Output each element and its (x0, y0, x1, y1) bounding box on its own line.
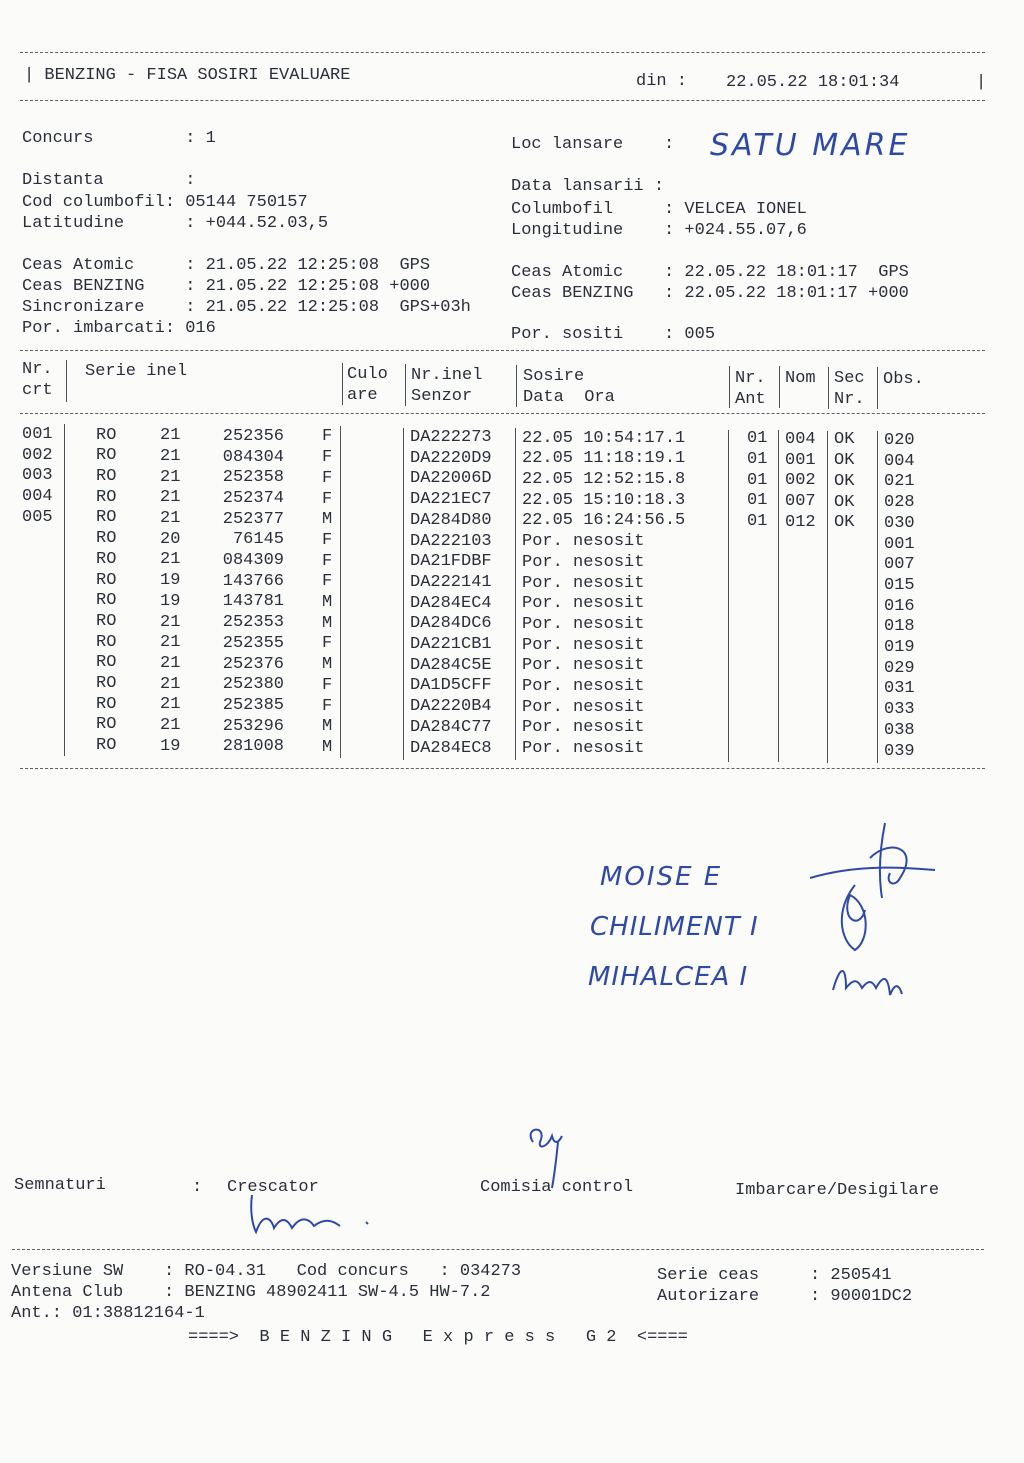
col-sep (778, 430, 779, 762)
cell-country: RO (96, 487, 117, 507)
cell-sex: M (322, 737, 333, 757)
cell-obs: 019 (884, 638, 915, 657)
col-sep (515, 428, 516, 760)
cell-year: 21 (160, 488, 181, 508)
handwritten-name-2: CHILIMENT I (590, 912, 759, 942)
cell-sensor-ring: DA284EC8 (410, 738, 492, 758)
cell-ring-number: 252355 (222, 633, 284, 653)
cell-nom: 001 (785, 450, 816, 470)
th-sep (828, 367, 829, 409)
cell-sec-nr: OK (834, 492, 855, 512)
cell-country: RO (96, 529, 117, 549)
cell-arrival: 22.05 15:10:18.3 (522, 490, 686, 510)
cell-nr-crt: 001 (22, 425, 53, 444)
cell-sensor-ring: DA284C77 (410, 717, 492, 737)
cell-country: RO (96, 632, 117, 652)
cell-sensor-ring: DA21FDBF (410, 552, 492, 572)
date-label: din : (636, 72, 688, 91)
cell-sensor-ring: DA284DC6 (410, 614, 492, 634)
document-title: | BENZING - FISA SOSIRI EVALUARE (24, 66, 351, 85)
cell-obs: 007 (884, 555, 915, 575)
cell-sex: M (322, 613, 333, 633)
cell-ring-number: 252358 (222, 468, 284, 488)
cell-nr-crt: 004 (22, 487, 53, 507)
semnaturi-label: Semnaturi (14, 1176, 106, 1195)
cell-country: RO (96, 549, 117, 569)
cell-year: 19 (160, 571, 181, 591)
th-sep (779, 366, 780, 408)
cell-ring-number: 252385 (222, 695, 284, 715)
th-nr-inel-1: Nr.inel (411, 366, 483, 385)
commission-signature-2 (830, 880, 880, 960)
handwritten-name-3: MIHALCEA I (588, 962, 749, 992)
th-sep (405, 364, 406, 406)
cell-country: RO (96, 736, 117, 756)
cell-ring-number: 084309 (222, 551, 284, 570)
cell-obs: 016 (884, 596, 915, 616)
longitudine-line: Longitudine : +024.55.07,6 (511, 221, 807, 240)
cell-sex: M (322, 655, 333, 675)
comisia-control-label: Comisia control (480, 1178, 634, 1197)
cell-sex: F (322, 634, 333, 654)
th-culoare-2: are (347, 386, 378, 405)
cell-sensor-ring: DA221EC7 (410, 490, 492, 510)
cell-sex: F (322, 675, 333, 695)
cell-year: 21 (160, 653, 181, 673)
cell-country: RO (96, 446, 117, 466)
cell-sensor-ring: DA221CB1 (410, 635, 492, 654)
cell-nr-crt: 005 (22, 507, 53, 527)
cell-year: 21 (160, 446, 181, 466)
cell-antenna: 01 (747, 491, 768, 511)
cell-antenna: 01 (747, 429, 768, 449)
antena-id-line: Ant.: 01:38812164-1 (11, 1304, 205, 1323)
cell-obs: 030 (884, 513, 915, 533)
semnaturi-colon: : (192, 1178, 203, 1197)
cell-arrival: Por. nesosit (522, 739, 645, 759)
header-top-rule (20, 52, 985, 53)
cell-sex: F (322, 427, 333, 447)
cell-obs: 015 (884, 575, 915, 595)
th-sec-nr-1: Sec (834, 369, 865, 388)
cell-arrival: Por. nesosit (522, 594, 645, 614)
cell-sec-nr: OK (834, 471, 855, 491)
th-culoare-1: Culo (347, 365, 388, 384)
cell-country: RO (96, 425, 117, 445)
cell-obs: 001 (884, 534, 915, 554)
cell-arrival: Por. nesosit (522, 656, 645, 676)
cell-year: 21 (160, 633, 181, 653)
cell-country: RO (96, 674, 117, 693)
cell-sensor-ring: DA1D5CFF (410, 676, 492, 696)
print-datetime: 22.05.22 18:01:34 (726, 73, 900, 92)
cell-country: RO (96, 611, 117, 631)
commission-signature-3 (828, 960, 908, 1000)
th-nr-crt-1: Nr. (22, 360, 53, 379)
cell-country: RO (96, 591, 117, 611)
cell-antenna: 01 (747, 470, 768, 490)
loc-lansare-label: Loc lansare : (511, 135, 675, 154)
cell-sensor-ring: DA222103 (410, 531, 492, 551)
cell-country: RO (96, 508, 117, 528)
cell-nom: 004 (785, 429, 816, 449)
cell-sex: F (322, 551, 333, 571)
cell-year: 21 (160, 674, 181, 694)
th-nr-ant-2: Ant (735, 390, 766, 409)
th-sep (516, 365, 517, 407)
cell-year: 20 (160, 529, 181, 549)
handwritten-name-1: MOISE E (600, 862, 723, 892)
header-bottom-rule (20, 100, 985, 101)
cell-ring-number: 252380 (222, 675, 284, 695)
columbofil-line: Columbofil : VELCEA IONEL (511, 200, 807, 219)
table-top-rule (20, 350, 985, 351)
cell-sex: F (322, 468, 333, 488)
th-sep (342, 363, 343, 405)
cell-country: RO (96, 653, 117, 673)
cell-arrival: 22.05 12:52:15.8 (522, 470, 686, 489)
ceas-atomic-left: Ceas Atomic : 21.05.22 12:25:08 GPS (22, 256, 431, 275)
cell-ring-number: 143781 (222, 592, 284, 612)
th-nom: Nom (785, 369, 816, 388)
cell-ring-number: 76145 (232, 530, 284, 550)
cell-arrival: 22.05 10:54:17.1 (522, 428, 686, 448)
cell-year: 21 (160, 426, 181, 446)
cell-sensor-ring: DA284EC4 (410, 593, 492, 613)
header-right-bar: | (976, 73, 987, 92)
cell-year: 21 (160, 612, 181, 632)
concurs-line: Concurs : 1 (22, 129, 216, 148)
por-sositi-line: Por. sositi : 005 (511, 325, 716, 344)
col-sep (340, 426, 341, 758)
cell-country: RO (96, 694, 117, 714)
col-sep (728, 430, 729, 762)
th-sep (729, 366, 730, 408)
loc-lansare-handwritten: SATU MARE (710, 128, 911, 163)
col-sep (64, 424, 65, 756)
th-obs: Obs. (883, 370, 924, 389)
cell-sex: M (322, 510, 333, 530)
cell-sensor-ring: DA222141 (410, 572, 492, 592)
footer-top-rule (12, 1249, 984, 1250)
cell-ring-number: 252353 (222, 613, 284, 633)
benzing-brand-line: ====> B E N Z I N G E x p r e s s G 2 <==== (188, 1328, 688, 1347)
cell-sex: F (322, 696, 333, 716)
cell-arrival: Por. nesosit (522, 697, 645, 717)
th-nr-crt-2: crt (22, 381, 53, 400)
cell-nr-crt: 002 (22, 445, 53, 465)
cell-sensor-ring: DA22006D (410, 469, 492, 489)
cell-nom: 007 (785, 491, 816, 511)
th-sep (66, 360, 67, 402)
cell-sensor-ring: DA2220B4 (410, 697, 492, 717)
cell-ring-number: 252356 (222, 426, 284, 446)
sincronizare-line: Sincronizare : 21.05.22 12:25:08 GPS+03h (22, 298, 471, 317)
cell-year: 19 (160, 591, 181, 611)
cell-sensor-ring: DA222273 (410, 428, 492, 447)
cell-sec-nr: OK (834, 451, 855, 471)
distanta-line: Distanta : (22, 171, 196, 190)
th-nr-inel-2: Senzor (411, 387, 473, 406)
table-bottom-rule (20, 768, 985, 769)
cell-sensor-ring: DA284D80 (410, 510, 492, 530)
cell-year: 21 (160, 467, 181, 487)
cell-arrival: Por. nesosit (522, 635, 645, 655)
cell-year: 21 (160, 509, 181, 528)
cell-sec-nr: OK (834, 430, 855, 450)
cell-year: 21 (160, 716, 181, 735)
table-header-rule (20, 413, 985, 414)
crescator-label: Crescator (227, 1178, 319, 1197)
cell-obs: 018 (884, 617, 915, 637)
th-sosire-1: Sosire (523, 367, 585, 386)
cell-sex: F (322, 530, 333, 550)
cell-antenna: 01 (747, 512, 768, 531)
antena-club-line: Antena Club : BENZING 48902411 SW-4.5 HW-7.2 (11, 1283, 491, 1302)
cell-arrival: Por. nesosit (522, 614, 645, 634)
cell-nr-crt: 003 (22, 466, 53, 486)
cell-sex: F (322, 448, 333, 468)
data-lansarii-line: Data lansarii : (511, 177, 665, 196)
por-imbarcati-line: Por. imbarcati: 016 (22, 319, 216, 338)
cell-obs: 039 (884, 741, 915, 761)
cell-year: 19 (160, 736, 181, 756)
col-sep (403, 428, 404, 760)
cell-obs: 031 (884, 679, 915, 699)
cell-nom: 002 (785, 471, 816, 491)
cell-sex: F (322, 489, 333, 509)
cell-arrival: Por. nesosit (522, 718, 645, 738)
cell-obs: 033 (884, 700, 915, 720)
cell-ring-number: 252377 (222, 509, 284, 529)
cell-obs: 029 (884, 658, 915, 678)
autorizare-line: Autorizare : 90001DC2 (657, 1287, 913, 1306)
cell-arrival: 22.05 11:18:19.1 (522, 449, 686, 469)
cell-obs: 028 (884, 493, 915, 513)
cell-country: RO (96, 467, 117, 486)
ceas-benzing-right: Ceas BENZING : 22.05.22 18:01:17 +000 (511, 284, 909, 303)
cell-ring-number: 253296 (222, 716, 284, 736)
th-sosire-2: Data Ora (523, 388, 615, 407)
cell-sensor-ring: DA2220D9 (410, 448, 492, 468)
cell-ring-number: 281008 (222, 737, 284, 757)
serie-ceas-line: Serie ceas : 250541 (657, 1266, 892, 1285)
cell-sex: M (322, 593, 333, 612)
cell-ring-number: 143766 (222, 571, 284, 591)
cell-obs: 038 (884, 720, 915, 740)
cell-arrival: Por. nesosit (522, 677, 645, 696)
cell-ring-number: 252374 (222, 488, 284, 508)
cell-sec-nr: OK (834, 513, 855, 533)
col-sep (827, 431, 828, 763)
cell-arrival: 22.05 16:24:56.5 (522, 511, 686, 531)
cell-sensor-ring: DA284C5E (410, 655, 492, 675)
latitudine-line: Latitudine : +044.52.03,5 (22, 214, 329, 233)
cell-country: RO (96, 715, 117, 735)
ceas-benzing-left: Ceas BENZING : 21.05.22 12:25:08 +000 (22, 277, 431, 296)
cell-ring-number: 084304 (222, 447, 284, 467)
th-serie-inel: Serie inel (85, 362, 188, 381)
versiune-sw-line: Versiune SW : RO-04.31 Cod concurs : 034273 (11, 1262, 522, 1281)
th-nr-ant-1: Nr. (735, 369, 766, 388)
cell-country: RO (96, 570, 117, 590)
cell-antenna: 01 (747, 449, 768, 469)
ceas-atomic-right: Ceas Atomic : 22.05.22 18:01:17 GPS (511, 263, 909, 282)
imbarcare-desigilare-label: Imbarcare/Desigilare (735, 1181, 940, 1200)
cell-obs: 004 (884, 451, 915, 471)
cod-columbofil-line: Cod columbofil: 05144 750157 (22, 193, 308, 212)
cell-arrival: Por. nesosit (522, 552, 645, 572)
cell-ring-number: 252376 (222, 654, 284, 674)
cell-year: 21 (160, 550, 181, 570)
cell-obs: 021 (884, 472, 915, 492)
th-sep (877, 367, 878, 409)
th-sec-nr-2: Nr. (834, 390, 865, 409)
cell-sex: M (322, 717, 333, 737)
col-sep (877, 431, 878, 763)
cell-sex: F (322, 572, 333, 592)
cell-obs: 020 (884, 431, 915, 450)
cell-nom: 012 (785, 512, 816, 532)
cell-arrival: Por. nesosit (522, 532, 645, 552)
cell-year: 21 (160, 695, 181, 715)
cell-arrival: Por. nesosit (522, 573, 645, 593)
